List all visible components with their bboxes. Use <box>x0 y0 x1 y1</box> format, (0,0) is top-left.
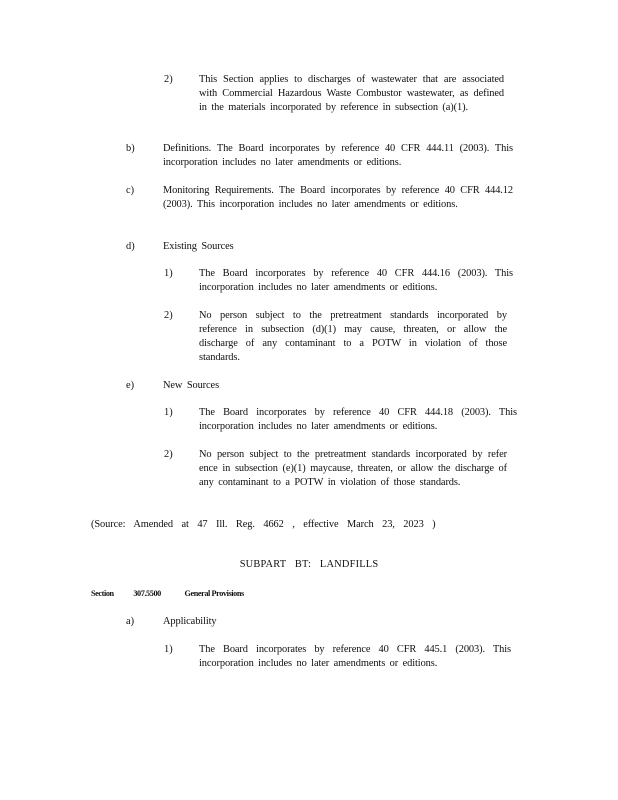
item-label: c) <box>126 185 135 196</box>
source-note: (Source: Amended at 47 Ill. Reg. 4662 , effective March 23, 2023 ) <box>91 519 436 530</box>
paragraph-applicability-2: This Section applies to discharges of wastewater that are associated with Commercial Hazardous Waste Combustor wastewater, as defined in the materials incorporated by reference in subsection (a)(1). <box>199 74 504 113</box>
item-label: 1) <box>164 268 173 279</box>
item-label: 1) <box>164 644 173 655</box>
paragraph-new-sources-1: The Board incorporates by reference 40 CFR 444.18 (2003). This incorporation includes no later amendments or editions. <box>199 407 517 432</box>
item-label: 1) <box>164 407 173 418</box>
item-label: 2) <box>164 449 173 460</box>
item-label: b) <box>126 143 135 154</box>
section-label: Section <box>91 589 114 598</box>
item-label: 2) <box>164 74 173 85</box>
item-label: a) <box>126 616 135 627</box>
paragraph-applicability-1: The Board incorporates by reference 40 CFR 445.1 (2003). This incorporation includes no later amendments or editions. <box>199 644 511 669</box>
heading-new-sources: New Sources <box>163 380 220 391</box>
heading-applicability: Applicability <box>163 616 217 627</box>
heading-existing-sources: Existing Sources <box>163 241 234 252</box>
section-title: General Provisions <box>184 589 244 598</box>
item-label: e) <box>126 380 135 391</box>
paragraph-existing-sources-1: The Board incorporates by reference 40 CFR 444.16 (2003). This incorporation includes no later amendments or editions. <box>199 268 513 293</box>
paragraph-existing-sources-2: No person subject to the pretreatment standards incorporated by reference in subsection (d)(1) may cause, threaten, or allow the discharge of any contaminant to a POTW in violation of those standards. <box>199 310 507 363</box>
paragraph-definitions: Definitions. The Board incorporates by reference 40 CFR 444.11 (2003). This incorporation includes no later amendments or editions. <box>163 143 513 168</box>
paragraph-monitoring-requirements: Monitoring Requirements. The Board incorporates by reference 40 CFR 444.12 (2003). This incorporation includes no later amendments or editions. <box>163 185 513 210</box>
section-number: 307.5500 <box>133 589 161 598</box>
section-heading <box>91 589 244 598</box>
paragraph-new-sources-2: No person subject to the pretreatment standards incorporated by refer ence in subsection (e)(1) maycause, threaten, or allow the discharge of any contaminant to a POTW in violation of those standards. <box>199 449 507 488</box>
item-label: 2) <box>164 310 173 321</box>
item-label: d) <box>126 241 135 252</box>
subpart-title: SUBPART BT: LANDFILLS <box>239 559 379 570</box>
